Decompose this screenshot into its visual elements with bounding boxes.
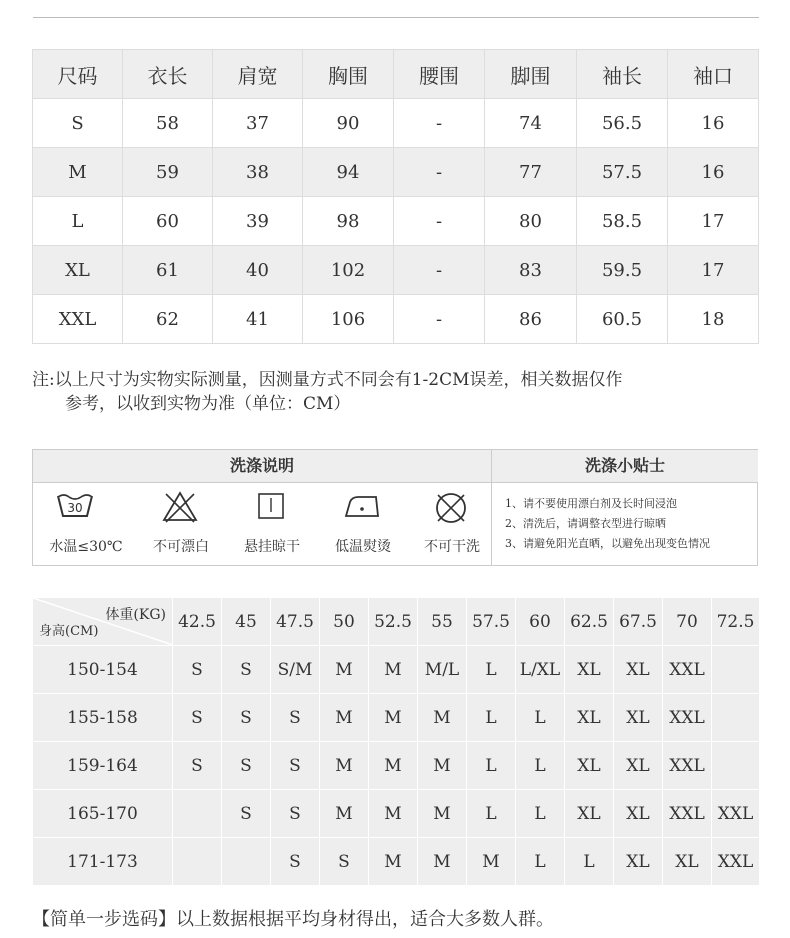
no-dry-clean-icon — [406, 490, 496, 526]
note-line-2: 参考，以收到实物为准（单位：CM） — [65, 394, 351, 414]
recommended-size-cell: S — [173, 646, 222, 694]
size-cell: 61 — [123, 246, 213, 295]
weight-header-cell: 47.5 — [271, 598, 320, 646]
recommended-size-cell — [712, 646, 760, 694]
no-bleach-icon — [135, 490, 225, 524]
recommended-size-cell: L — [467, 694, 516, 742]
height-axis-label: 身高(CM) — [39, 624, 99, 639]
weight-header-cell: 72.5 — [712, 598, 760, 646]
note-line-1: 注:以上尺寸为实物实际测量，因测量方式不同会有1-2CM误差，相关数据仅作 — [32, 370, 623, 390]
weight-axis-label: 体重(KG) — [105, 607, 166, 623]
size-cell: 40 — [213, 246, 303, 295]
hang-dry-icon — [226, 490, 316, 522]
weight-header-cell: 60 — [516, 598, 565, 646]
height-cell: 155-158 — [33, 694, 173, 742]
size-cell: 60.5 — [577, 295, 668, 344]
size-cell: 83 — [485, 246, 577, 295]
height-row — [33, 790, 760, 838]
size-cell: M — [33, 148, 123, 197]
size-cell: L — [33, 197, 123, 246]
header-cell: 袖口 — [668, 50, 759, 99]
size-cell: - — [394, 197, 485, 246]
recommended-size-cell: M — [467, 838, 516, 886]
size-cell: 62 — [123, 295, 213, 344]
height-row — [33, 694, 760, 742]
wash-icon-label: 低温熨烫 — [335, 539, 391, 555]
recommended-size-cell: M — [369, 646, 418, 694]
wash-tip: 3、请避免阳光直晒，以避免出现变色情况 — [505, 537, 710, 550]
wash-instructions-panel — [32, 449, 758, 566]
size-cell: XL — [33, 246, 123, 295]
header-cell: 袖长 — [577, 50, 668, 99]
recommended-size-cell: S — [173, 694, 222, 742]
recommended-size-cell: XXL — [663, 790, 712, 838]
size-cell: 102 — [303, 246, 394, 295]
height-cell: 150-154 — [33, 646, 173, 694]
low-iron-icon — [317, 490, 407, 522]
size-table — [32, 49, 759, 344]
height-row — [33, 742, 760, 790]
recommended-size-cell: S/M — [271, 646, 320, 694]
recommended-size-cell: XXL — [663, 742, 712, 790]
recommended-size-cell: M — [369, 838, 418, 886]
recommended-size-cell: XL — [614, 742, 663, 790]
size-cell: 16 — [668, 148, 759, 197]
size-cell: 17 — [668, 246, 759, 295]
recommended-size-cell: S — [222, 790, 271, 838]
header-cell: 肩宽 — [213, 50, 303, 99]
header-cell: 脚围 — [485, 50, 577, 99]
recommended-size-cell: XL — [565, 646, 614, 694]
recommended-size-cell: XL — [663, 838, 712, 886]
recommended-size-cell: M — [320, 646, 369, 694]
size-cell: 38 — [213, 148, 303, 197]
wash-icon-label: 水温≤30℃ — [49, 539, 123, 555]
size-cell: 90 — [303, 99, 394, 148]
weight-header-cell: 70 — [663, 598, 712, 646]
wash-icon-label: 悬挂晾干 — [244, 539, 300, 555]
weight-header-cell: 57.5 — [467, 598, 516, 646]
wash-temp-text: 30 — [67, 501, 83, 515]
recommended-size-cell: S — [271, 790, 320, 838]
size-tip-footer: 【简单一步选码】以上数据根据平均身材得出，适合大多数人群。 — [32, 909, 554, 930]
size-row — [33, 148, 759, 197]
recommended-size-cell: M — [369, 694, 418, 742]
size-row — [33, 99, 759, 148]
header-cell: 衣长 — [123, 50, 213, 99]
recommended-size-cell: XXL — [712, 790, 760, 838]
size-cell: 56.5 — [577, 99, 668, 148]
header-cell: 尺码 — [33, 50, 123, 99]
size-cell: 17 — [668, 197, 759, 246]
recommended-size-cell: M/L — [418, 646, 467, 694]
recommended-size-cell: S — [271, 694, 320, 742]
recommended-size-cell: L — [565, 838, 614, 886]
recommended-size-cell — [712, 742, 760, 790]
recommended-size-cell: L/XL — [516, 646, 565, 694]
size-row — [33, 246, 759, 295]
size-cell: 80 — [485, 197, 577, 246]
wash-icon-label: 不可干洗 — [424, 539, 480, 555]
weight-header-cell: 52.5 — [369, 598, 418, 646]
recommended-size-cell: M — [320, 790, 369, 838]
size-cell: 77 — [485, 148, 577, 197]
recommended-size-cell: M — [418, 694, 467, 742]
recommended-size-cell: XL — [565, 742, 614, 790]
recommended-size-cell: L — [467, 742, 516, 790]
recommended-size-cell: S — [271, 838, 320, 886]
recommended-size-cell: L — [516, 838, 565, 886]
size-cell: - — [394, 148, 485, 197]
recommended-size-cell: S — [222, 646, 271, 694]
recommended-size-cell: L — [516, 694, 565, 742]
recommended-size-cell: M — [418, 790, 467, 838]
recommended-size-cell: XL — [565, 790, 614, 838]
size-row — [33, 197, 759, 246]
corner-cell — [33, 598, 173, 646]
size-cell: 58.5 — [577, 197, 668, 246]
size-cell: 58 — [123, 99, 213, 148]
header-cell: 胸围 — [303, 50, 394, 99]
size-cell: 74 — [485, 99, 577, 148]
recommended-size-cell: M — [418, 742, 467, 790]
size-cell: 59 — [123, 148, 213, 197]
size-cell: 39 — [213, 197, 303, 246]
weight-header-cell: 50 — [320, 598, 369, 646]
recommended-size-cell: XL — [614, 646, 663, 694]
size-cell: 18 — [668, 295, 759, 344]
measurement-note — [32, 368, 762, 416]
wash-icon-label: 不可漂白 — [153, 539, 209, 555]
recommended-size-cell — [173, 838, 222, 886]
wash-tips-title: 洗涤小贴士 — [492, 450, 758, 483]
recommended-size-cell — [222, 838, 271, 886]
recommended-size-cell — [712, 694, 760, 742]
size-cell: - — [394, 295, 485, 344]
size-row — [33, 295, 759, 344]
size-cell: 41 — [213, 295, 303, 344]
size-cell: 106 — [303, 295, 394, 344]
weight-header-cell: 67.5 — [614, 598, 663, 646]
recommended-size-cell: S — [222, 742, 271, 790]
height-cell: 159-164 — [33, 742, 173, 790]
size-cell: XXL — [33, 295, 123, 344]
recommended-size-cell: S — [271, 742, 320, 790]
weight-header-cell: 62.5 — [565, 598, 614, 646]
height-cell: 171-173 — [33, 838, 173, 886]
height-row — [33, 838, 760, 886]
recommended-size-cell: L — [516, 790, 565, 838]
recommended-size-cell: XL — [614, 838, 663, 886]
recommended-size-cell: M — [418, 838, 467, 886]
top-divider — [33, 17, 759, 18]
size-cell: 86 — [485, 295, 577, 344]
weight-header-cell: 45 — [222, 598, 271, 646]
size-cell: S — [33, 99, 123, 148]
weight-header-cell: 42.5 — [173, 598, 222, 646]
size-cell: 60 — [123, 197, 213, 246]
wash-instructions-title: 洗涤说明 — [33, 450, 492, 483]
weight-header-cell: 55 — [418, 598, 467, 646]
size-table-header — [33, 50, 759, 99]
recommended-size-cell: L — [467, 790, 516, 838]
recommended-size-cell: XXL — [663, 694, 712, 742]
wash-30-icon — [30, 490, 120, 522]
recommended-size-cell: XXL — [712, 838, 760, 886]
size-cell: 59.5 — [577, 246, 668, 295]
wash-tip: 2、清洗后，请调整衣型进行晾晒 — [505, 517, 666, 530]
size-cell: - — [394, 99, 485, 148]
recommended-size-cell: XL — [614, 790, 663, 838]
recommended-size-cell: M — [369, 790, 418, 838]
wash-tips-list — [505, 494, 710, 554]
recommended-size-cell: L — [467, 646, 516, 694]
size-cell: 57.5 — [577, 148, 668, 197]
recommended-size-cell: M — [320, 742, 369, 790]
recommended-size-cell: S — [173, 742, 222, 790]
size-cell: - — [394, 246, 485, 295]
recommended-size-cell: S — [320, 838, 369, 886]
recommended-size-cell — [173, 790, 222, 838]
size-cell: 98 — [303, 197, 394, 246]
height-row — [33, 646, 760, 694]
recommended-size-cell: L — [516, 742, 565, 790]
wash-tip: 1、请不要使用漂白剂及长时间浸泡 — [505, 497, 677, 510]
size-cell: 37 — [213, 99, 303, 148]
recommended-size-cell: XL — [614, 694, 663, 742]
recommended-size-cell: M — [320, 694, 369, 742]
recommended-size-cell: S — [222, 694, 271, 742]
recommended-size-cell: XXL — [663, 646, 712, 694]
size-cell: 94 — [303, 148, 394, 197]
height-cell: 165-170 — [33, 790, 173, 838]
recommended-size-cell: XL — [565, 694, 614, 742]
size-cell: 16 — [668, 99, 759, 148]
recommended-size-cell: M — [369, 742, 418, 790]
header-cell: 腰围 — [394, 50, 485, 99]
height-weight-size-table — [32, 597, 760, 886]
weight-header-row — [33, 598, 760, 646]
